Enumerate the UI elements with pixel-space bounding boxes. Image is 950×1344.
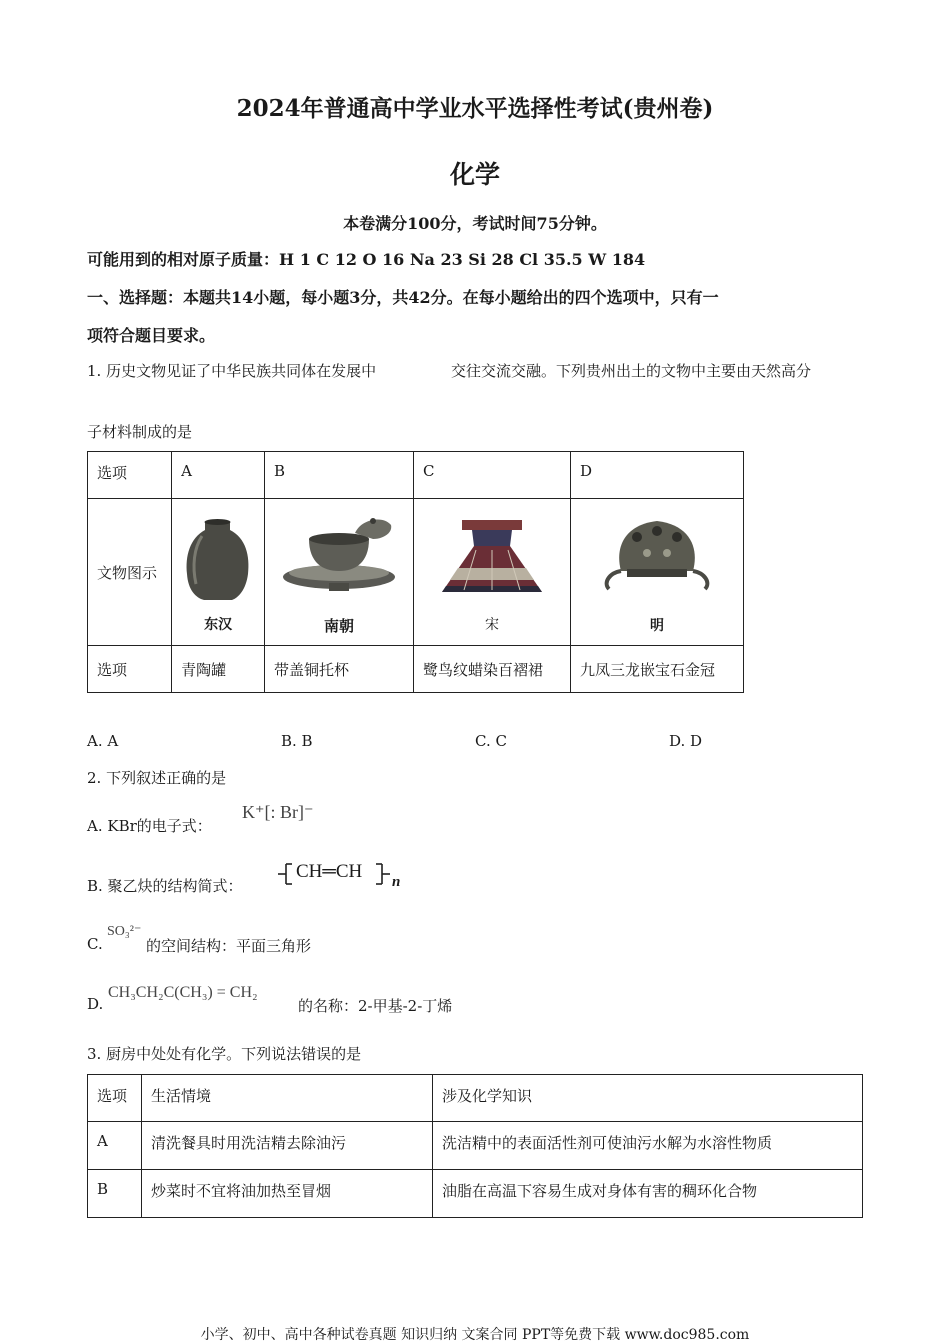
q1-option-b: B. B xyxy=(281,732,313,750)
bronze-cup-image xyxy=(265,509,413,619)
table-header-cell: 涉及化学知识 xyxy=(433,1075,863,1122)
kbr-electron-formula: K⁺[: Br]⁻ xyxy=(242,802,314,822)
right-bracket-icon xyxy=(374,862,392,886)
table-cell: 清洗餐具时用洗洁精去除油污 xyxy=(142,1122,433,1170)
q1-option-a: A. A xyxy=(87,732,119,750)
table-cell: 洗洁精中的表面活性剂可使油污水解为水溶性物质 xyxy=(433,1122,863,1170)
q2-option-d-prefix: D. xyxy=(87,995,104,1013)
artifact-caption: 南朝 xyxy=(323,616,354,635)
pleated-skirt-image xyxy=(414,510,570,618)
alkene-formula: CH₃CH₂C(CH₃) = CH₂ xyxy=(108,984,258,1001)
atomic-masses: 可能用到的相对原子质量：H 1 C 12 O 16 Na 23 Si 28 Cl 35.5 W 184 xyxy=(87,250,646,269)
artifact-cell-c xyxy=(413,499,570,646)
artifact-caption: 明 xyxy=(650,618,664,634)
q1-artifact-table xyxy=(87,451,744,693)
polyacetylene-formula xyxy=(276,860,406,890)
table-cell: 九凤三龙嵌宝石金冠 xyxy=(571,646,744,693)
section-heading-line2: 项符合题目要求。 xyxy=(87,326,216,345)
table-cell: 鹭鸟纹蜡染百褶裙 xyxy=(413,646,570,693)
exam-title: 2024年普通高中学业水平选择性考试(贵州卷) xyxy=(236,95,714,122)
table-cell: 青陶罐 xyxy=(172,646,265,693)
q2-option-a-text: A. KBr的电子式： xyxy=(87,817,212,835)
table-row xyxy=(88,1122,863,1170)
artifact-cell-a xyxy=(172,499,265,646)
q1-stem-part1: 1. 历史文物见证了中华民族共同体在发展中 xyxy=(87,362,377,380)
q2-option-c-text: 的空间结构：平面三角形 xyxy=(146,937,312,955)
artifact-caption: 东汉 xyxy=(204,617,233,633)
image-row-label: 文物图示 xyxy=(88,499,172,646)
table-header-cell: B xyxy=(264,452,413,499)
q1-option-c: C. C xyxy=(475,732,507,750)
page-footer: 小学、初中、高中各种试卷真题 知识归纳 文案合同 PPT等免费下载 www.doc985.com xyxy=(200,1327,750,1343)
gold-crown-image xyxy=(571,509,743,619)
artifact-cell-d xyxy=(571,499,744,646)
subject-title: 化学 xyxy=(449,160,500,189)
table-cell: 选项 xyxy=(88,646,172,693)
q1-option-d: D. D xyxy=(669,732,703,750)
table-cell: A xyxy=(88,1122,142,1170)
table-cell: 炒菜时不宜将油加热至冒烟 xyxy=(142,1170,433,1218)
q2-option-c-prefix: C. xyxy=(87,935,103,953)
formula-text: CH═CH xyxy=(296,861,363,882)
q1-stem-line2: 子材料制成的是 xyxy=(87,423,193,441)
q2-option-b-text: B. 聚乙炔的结构简式： xyxy=(87,877,243,895)
q2-stem: 2. 下列叙述正确的是 xyxy=(87,769,227,787)
q3-table xyxy=(87,1074,863,1218)
table-cell: B xyxy=(88,1170,142,1218)
table-header-cell: D xyxy=(571,452,744,499)
table-header-cell: C xyxy=(413,452,570,499)
sulfite-formula: SO₃²⁻ xyxy=(107,924,142,939)
subscript-n: n xyxy=(392,874,401,890)
table-cell: 带盖铜托杯 xyxy=(264,646,413,693)
section-heading-line1: 一、选择题：本题共14小题，每小题3分，共42分。在每小题给出的四个选项中，只有一 xyxy=(87,288,719,307)
table-header-cell: 生活情境 xyxy=(142,1075,433,1122)
exam-info: 本卷满分100分，考试时间75分钟。 xyxy=(343,214,607,233)
table-header-cell: 选项 xyxy=(88,1075,142,1122)
table-header-cell: 选项 xyxy=(88,452,172,499)
table-header-cell: A xyxy=(172,452,265,499)
artifact-cell-b xyxy=(264,499,413,646)
q1-stem-part2: 交往交流交融。下列贵州出土的文物中主要由天然高分 xyxy=(451,362,812,380)
q2-option-d-text: 的名称：2-甲基-2-丁烯 xyxy=(298,997,453,1015)
q3-stem: 3. 厨房中处处有化学。下列说法错误的是 xyxy=(87,1045,362,1063)
table-row xyxy=(88,1170,863,1218)
table-cell: 油脂在高温下容易生成对身体有害的稠环化合物 xyxy=(433,1170,863,1218)
artifact-caption: 宋 xyxy=(484,617,499,633)
